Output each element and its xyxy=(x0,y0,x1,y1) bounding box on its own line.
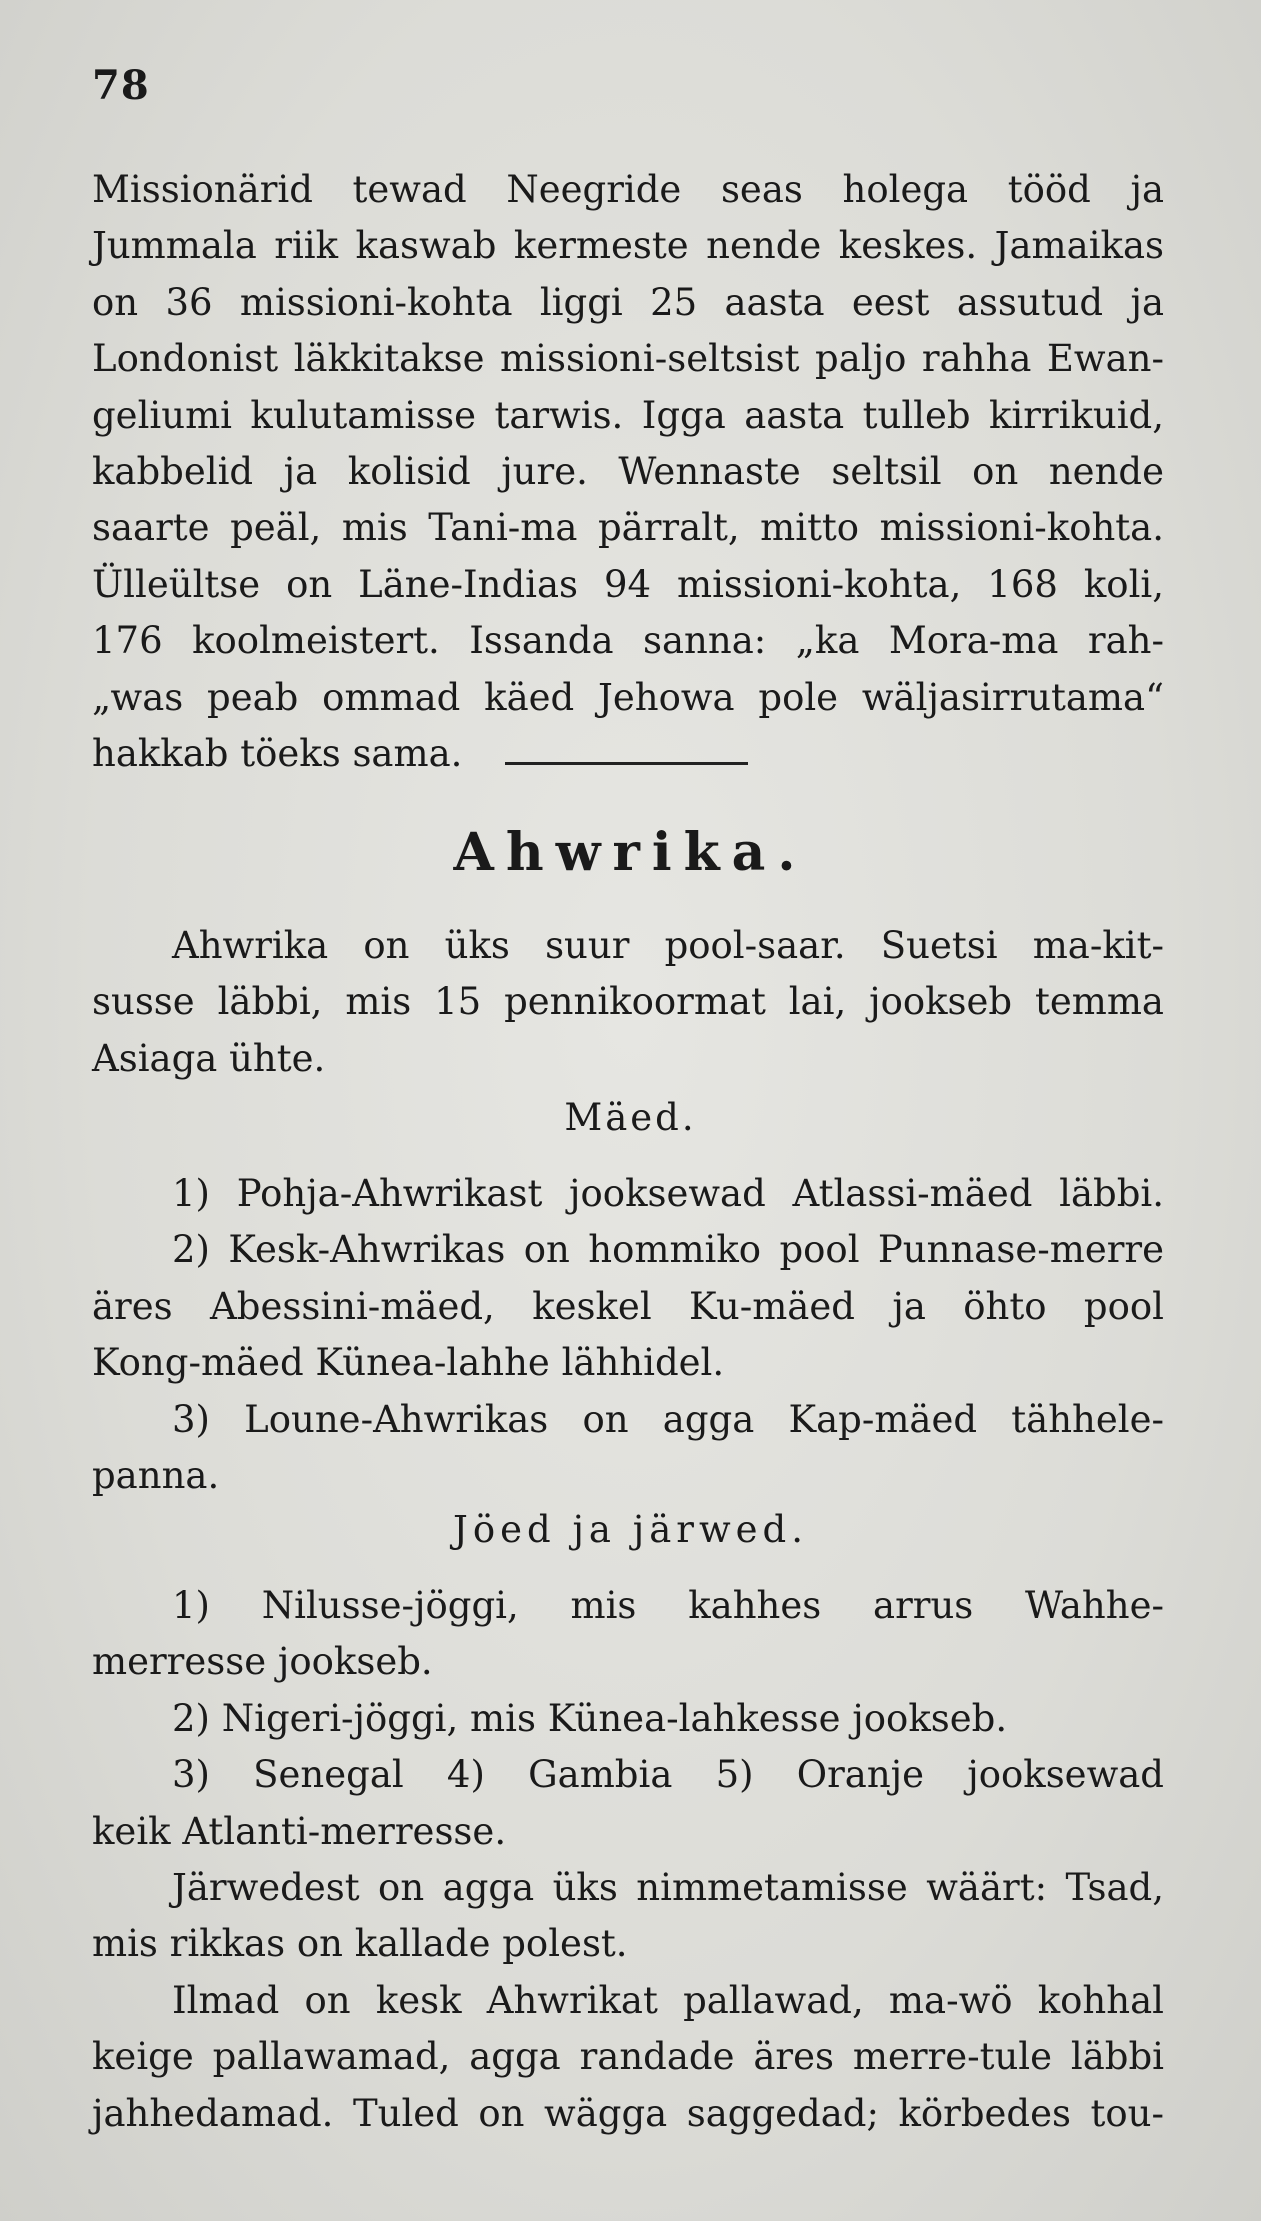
text-line: hakkab töeks sama. xyxy=(92,732,463,776)
text-line: susse läbbi, mis 15 pennikoormat lai, jookseb temma xyxy=(92,980,1164,1024)
text-line: Asiaga ühte. xyxy=(92,1036,326,1080)
list-mountains xyxy=(92,1166,1164,1504)
text-line: saarte peäl, mis Tani-ma pärralt, mitto missioni-kohta. xyxy=(92,506,1164,550)
text-line: Ülleültse on Läne-Indias 94 missioni-kohta, 168 koli, xyxy=(92,562,1164,606)
text-line: kabbelid ja kolisid jure. Wennaste seltsil on nende xyxy=(92,450,1164,494)
text-line: panna. xyxy=(92,1454,220,1498)
text-line: 176 koolmeistert. Issanda sanna: „ka Mora-ma rah- xyxy=(92,619,1164,663)
text-line: Kong-mäed Künea-lahhe lähhidel. xyxy=(92,1341,725,1385)
text-line: äres Abessini-mäed, keskel Ku-mäed ja öhto pool xyxy=(92,1284,1164,1328)
text-line: geliumi kulutamisse tarwis. Igga aasta tulleb kirrikuid, xyxy=(92,393,1164,437)
list-item: 1) Nilusse-jöggi, mis kahhes arrus Wahhe- xyxy=(172,1584,1164,1627)
list-item: 3) Senegal 4) Gambia 5) Oranje jooksewad xyxy=(172,1753,1164,1797)
text-line: mis rikkas on kallade polest. xyxy=(92,1922,628,1966)
text-line: merresse jookseb. xyxy=(92,1640,433,1684)
subheading-mountains: Mäed. xyxy=(564,1096,697,1139)
section-divider xyxy=(505,762,748,765)
text-line: Järwedest on agga üks nimmetamisse wäärt: Tsad, xyxy=(172,1866,1164,1910)
list-item: 1) Pohja-Ahwrikast jooksewad Atlassi-mäed läbbi. xyxy=(172,1172,1164,1215)
paragraph-intro xyxy=(92,918,1164,1087)
list-item: 3) Loune-Ahwrikas on agga Kap-mäed tähhele- xyxy=(172,1397,1164,1441)
text-line: on 36 missioni-kohta liggi 25 aasta eest assutud ja xyxy=(92,280,1164,324)
text-line: Ilmad on kesk Ahwrikat pallawad, ma-wö kohhal xyxy=(172,1978,1164,2022)
text-line: Ahwrika on üks suur pool-saar. Suetsi ma-kit- xyxy=(172,924,1164,967)
list-rivers xyxy=(92,1578,1164,2142)
text-line: Missionärid tewad Neegride seas holega tööd ja xyxy=(92,168,1164,211)
section-title: Ahwrika. xyxy=(453,822,808,883)
text-line: „was peab ommad käed Jehowa pole wäljasirrutama“ xyxy=(92,675,1164,719)
page-number: 78 xyxy=(92,62,150,109)
text-line: keige pallawamad, agga randade äres merre-tule läbbi xyxy=(92,2035,1164,2079)
paragraph-missionaries xyxy=(92,162,1164,782)
text-line: keik Atlanti-merresse. xyxy=(92,1809,507,1853)
text-line: jahhedamad. Tuled on wägga saggedad; körbedes tou- xyxy=(92,2091,1164,2135)
list-item: 2) Kesk-Ahwrikas on hommiko pool Punnase-merre xyxy=(172,1228,1164,1272)
subheading-rivers-lakes: Jöed ja järwed. xyxy=(453,1508,808,1551)
text-line: Londonist läkkitakse missioni-seltsist paljo rahha Ewan- xyxy=(92,337,1164,381)
text-line: Jummala riik kaswab kermeste nende keskes. Jamaikas xyxy=(92,224,1164,268)
list-item: 2) Nigeri-jöggi, mis Künea-lahkesse jookseb. xyxy=(172,1696,1008,1740)
